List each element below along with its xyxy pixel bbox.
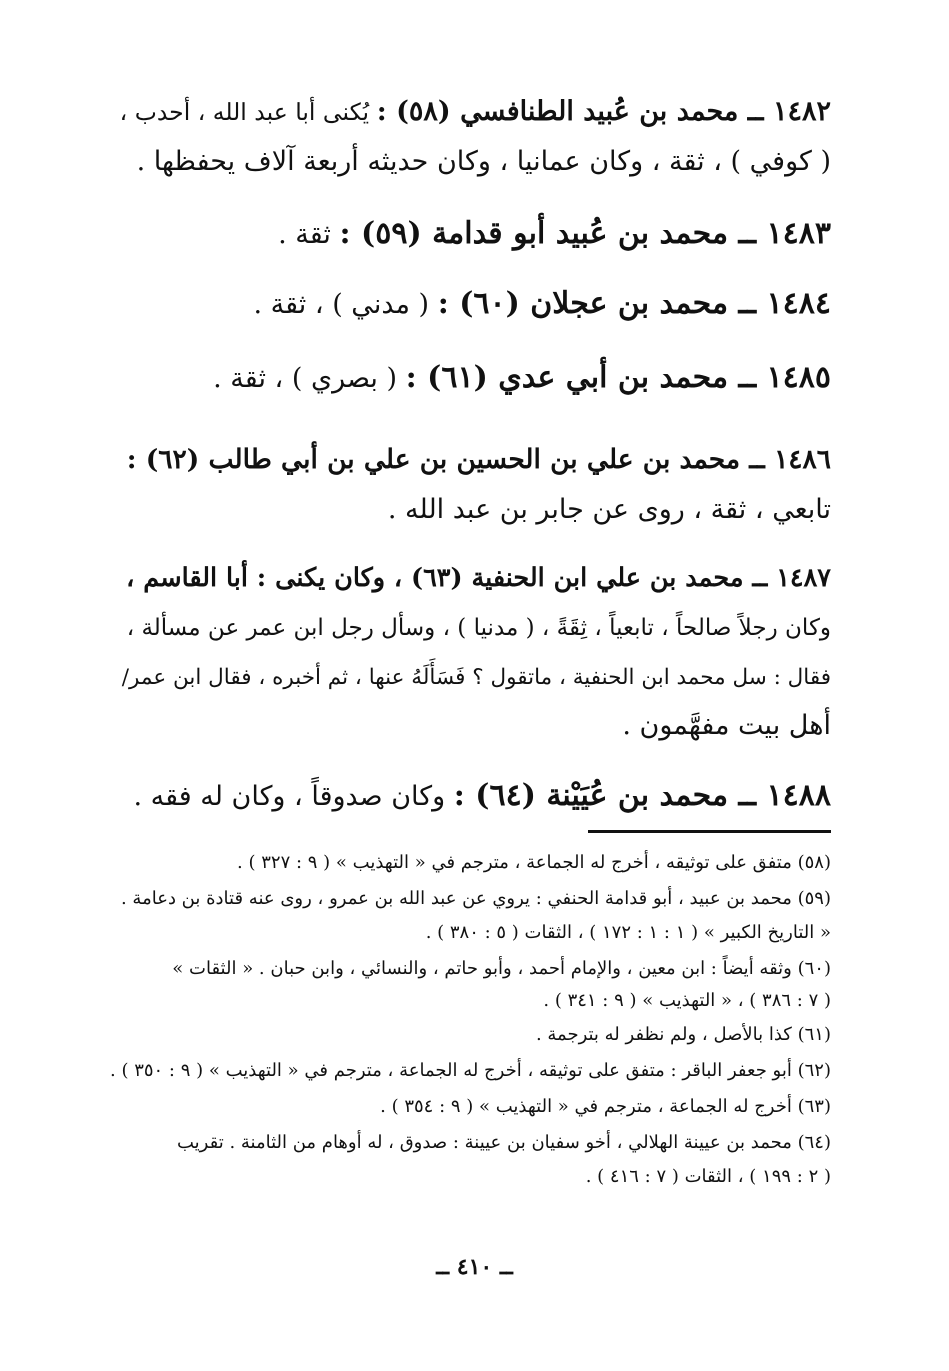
entry-1487-line-2: وكان رجلاً صالحاً ، تابعياً ، ثِقَةً ، ( مدنيا ) ، وسأل رجل ابن عمر عن مسألة ، (126, 615, 831, 641)
entry-1482-heading: ١٤٨٢ ــ محمد بن عُبيد الطنافسي (٥٨) : (376, 96, 831, 127)
footnote-60-line-2: ( ٧ : ٣٨٦ ) ، « التهذيب » ( ٩ : ٣٤١ ) . (543, 990, 831, 1011)
footnote-64-line-1: (٦٤) محمد بن عيينة الهلالي ، أخو سفيان بن عيينة : صدوق ، له أوهام من الثامنة . تقريب (176, 1132, 831, 1153)
entry-1486-line-2: تابعي ، ثقة ، روى عن جابر بن عبد الله . (387, 494, 831, 525)
footnote-62: (٦٢) أبو جعفر الباقر : متفق على توثيقه ، أخرج له الجماعة ، مترجم في « التهذيب » ( ٩ : ٣٥٠ ) . (110, 1060, 831, 1081)
entry-1487-line-4: أهل بيت مفهَّمون . (622, 710, 831, 741)
entry-1485-line-1 (118, 358, 831, 399)
footnote-59-line-1: (٥٩) محمد بن عبيد ، أبو قدامة الحنفي : يروي عن عبد الله بن عمرو ، روى عنه قتادة بن دعامة . (120, 888, 831, 909)
entry-1483-text: ثقة . (278, 219, 331, 250)
entry-1484-line-1 (118, 284, 831, 325)
page-number: ــ ٤١٠ ــ (436, 1254, 513, 1280)
entry-1484-text: ( مدني ) ، ثقة . (253, 289, 430, 320)
footnote-64-line-2: ( ٢ : ١٩٩ ) ، الثقات ( ٧ : ٤١٦ ) . (585, 1166, 831, 1187)
entry-1485-heading: ١٤٨٥ ــ محمد بن أبي عدي (٦١) : (405, 360, 831, 395)
entry-1484-heading: ١٤٨٤ ــ محمد بن عجلان (٦٠) : (437, 286, 831, 321)
entry-1485-text: ( بصري ) ، ثقة . (213, 363, 398, 394)
entry-1486-line-1 (118, 440, 831, 480)
footnote-63: (٦٣) أخرج له الجماعة ، مترجم في « التهذيب » ( ٩ : ٣٥٤ ) . (380, 1096, 831, 1117)
footnote-60-line-1: (٦٠) وثقه أيضاً : ابن معين ، والإمام أحمد ، وأبو حاتم ، والنسائي ، وابن حبان . « الثقات » (172, 958, 831, 979)
entry-1488-text: وكان صدوقاً ، وكان له فقه . (133, 781, 446, 812)
footnote-58: (٥٨) متفق على توثيقه ، أخرج له الجماعة ، مترجم في « التهذيب » ( ٩ : ٣٢٧ ) . (237, 852, 831, 873)
footnote-separator (588, 830, 831, 833)
entry-1487-line-1 (118, 558, 831, 599)
footnote-59-line-2: « التاريخ الكبير » ( ١ : ١ : ١٧٢ ) ، الثقات ( ٥ : ٣٨٠ ) . (425, 922, 831, 943)
entry-1488-line-1 (118, 776, 831, 817)
entry-1482-line-2: ( كوفي ) ، ثقة ، وكان عمانيا ، وكان حديثه أربعة آلاف يحفظها . (136, 146, 831, 177)
entry-1487-line-3: فقال : سل محمد ابن الحنفية ، ماتقول ؟ فَسَأَلَهُ عنها ، ثم أخبره ، فقال ابن عمر/ (121, 665, 831, 690)
entry-1483-line-1 (118, 214, 831, 255)
entry-1488-heading: ١٤٨٨ ــ محمد بن عُيَيْنة (٦٤) : (453, 778, 831, 813)
entry-1483-heading: ١٤٨٣ ــ محمد بن عُبيد أبو قدامة (٥٩) : (339, 216, 831, 251)
entry-1486-heading: ١٤٨٦ ــ محمد بن علي بن الحسين بن علي بن أبي طالب (٦٢) : (126, 444, 831, 475)
entry-1482-text: يُكنى أبا عبد الله ، أحدب ، (119, 98, 370, 126)
footnote-61: (٦١) كذا بالأصل ، ولم نظفر له بترجمة . (535, 1024, 831, 1045)
entry-1482-line-1 (118, 92, 831, 132)
entry-1487-heading: ١٤٨٧ ــ محمد بن علي ابن الحنفية (٦٣) ، وكان يكنى : أبا القاسم ، (126, 563, 831, 593)
